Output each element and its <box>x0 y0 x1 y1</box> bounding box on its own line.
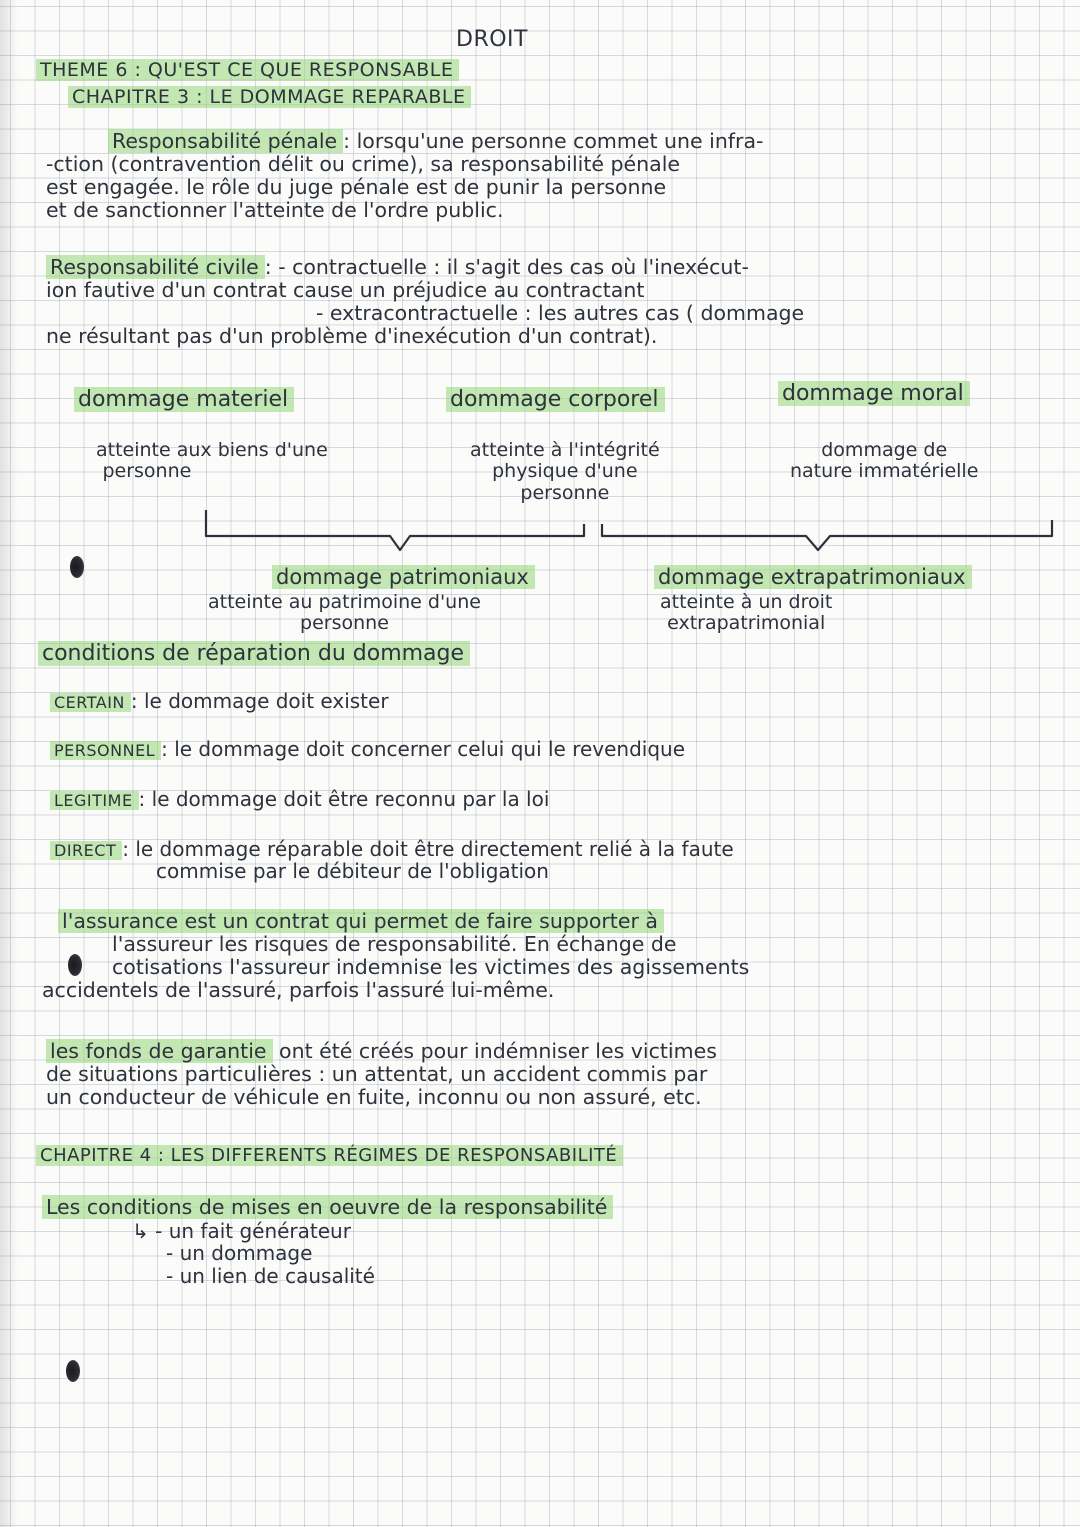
punch-hole-icon <box>70 556 84 578</box>
condition-text: : le dommage doit exister <box>130 689 389 713</box>
damage-type-corporal <box>446 388 665 412</box>
subject-title: DROIT <box>456 27 528 52</box>
fonds-line: ont été créés pour indémniser les victimes <box>272 1039 717 1063</box>
assurance-paragraph <box>42 910 749 1002</box>
damage-desc-moral: dommage de nature immatérielle <box>790 439 979 483</box>
chapter-label: CHAPITRE 3 : LE DOMMAGE REPARABLE <box>68 86 471 108</box>
penal-line: est engagée. le rôle du juge pénale est de punir la personne <box>46 174 667 199</box>
penal-term: Responsabilité pénale <box>108 129 343 153</box>
list-item: ↳ - un fait générateur <box>132 1219 351 1243</box>
conditions-title <box>38 642 470 666</box>
damage-type-label: dommage corporel <box>446 387 665 412</box>
civile-line: : - contractuelle : il s'agit des cas où l'inexécut- <box>264 255 749 279</box>
penal-paragraph <box>46 130 763 222</box>
brace-patrimonial-icon <box>200 506 600 552</box>
civile-line: - extracontractuelle : les autres cas ( dommage <box>316 300 805 325</box>
chapter4-title <box>36 1146 623 1166</box>
condition-key: PERSONNEL <box>50 741 161 760</box>
condition-key: LEGITIME <box>50 791 139 810</box>
extrapatrimonial-title <box>654 566 972 589</box>
condition-item <box>50 738 685 760</box>
fonds-line: de situations particulières : un attentat, un accident commis par <box>46 1061 708 1086</box>
damage-desc-corporal: atteinte à l'intégrité physique d'une personne <box>470 439 660 504</box>
damage-type-label: dommage moral <box>778 381 970 406</box>
civile-line: ion fautive d'un contrat cause un préjudice au contractant <box>46 277 645 302</box>
extrapatrimonial-desc: atteinte à un droit extrapatrimonial <box>660 591 833 635</box>
civile-paragraph <box>46 256 804 348</box>
assurance-line: l'assureur les risques de responsabilité. En échange de <box>112 931 677 956</box>
condition-key: DIRECT <box>50 841 122 860</box>
theme-label: THEME 6 : QU'EST CE QUE RESPONSABLE <box>36 59 459 81</box>
chapter4-subtitle <box>42 1196 613 1219</box>
patrimonial-title <box>272 566 535 589</box>
chapter-title <box>68 87 471 108</box>
fonds-paragraph <box>46 1040 717 1109</box>
assurance-line: cotisations l'assureur indemnise les victimes des agissements <box>112 954 750 979</box>
condition-text: : le dommage doit concerner celui qui le revendique <box>161 737 686 761</box>
punch-hole-icon <box>66 1360 80 1382</box>
fonds-term: les fonds de garantie <box>46 1039 273 1063</box>
list-item: - un dommage <box>166 1241 313 1266</box>
damage-type-material <box>74 388 294 412</box>
condition-item <box>50 788 549 810</box>
penal-line: : lorsqu'une personne commet une infra- <box>343 129 764 153</box>
chapter4-title-label: CHAPITRE 4 : LES DIFFERENTS RÉGIMES DE RESPONSABILITÉ <box>36 1145 623 1166</box>
civile-term: Responsabilité civile <box>46 255 265 279</box>
penal-line: -ction (contravention délit ou crime), sa responsabilité pénale <box>46 151 681 176</box>
assurance-line: accidentels de l'assuré, parfois l'assuré lui-même. <box>42 977 555 1002</box>
damage-type-moral <box>778 382 970 406</box>
condition-item <box>50 690 389 712</box>
patrimonial-label: dommage patrimoniaux <box>272 565 535 589</box>
theme-title <box>36 60 459 81</box>
chapter4-list <box>132 1220 375 1287</box>
fonds-line: un conducteur de véhicule en fuite, inconnu ou non assuré, etc. <box>46 1084 702 1109</box>
brace-extrapatrimonial-icon <box>596 506 1066 552</box>
damage-type-label: dommage materiel <box>74 387 294 412</box>
assurance-line: l'assurance est un contrat qui permet de faire supporter à <box>58 909 664 933</box>
condition-text: commise par le débiteur de l'obligation <box>156 859 549 884</box>
condition-text: : le dommage doit être reconnu par la loi <box>138 787 550 811</box>
condition-key: CERTAIN <box>50 693 131 712</box>
list-item: - un lien de causalité <box>166 1263 375 1288</box>
condition-item <box>50 838 734 883</box>
condition-text: : le dommage réparable doit être directement relié à la faute <box>122 837 734 861</box>
extrapatrimonial-label: dommage extrapatrimoniaux <box>654 565 972 589</box>
civile-line: ne résultant pas d'un problème d'inexécution d'un contrat). <box>46 323 658 348</box>
conditions-title-label: conditions de réparation du dommage <box>38 641 470 666</box>
patrimonial-desc: atteinte au patrimoine d'une personne <box>208 591 481 635</box>
chapter4-subtitle-label: Les conditions de mises en oeuvre de la responsabilité <box>42 1195 613 1219</box>
penal-line: et de sanctionner l'atteinte de l'ordre public. <box>46 197 504 222</box>
damage-desc-material: atteinte aux biens d'une personne <box>96 439 328 483</box>
